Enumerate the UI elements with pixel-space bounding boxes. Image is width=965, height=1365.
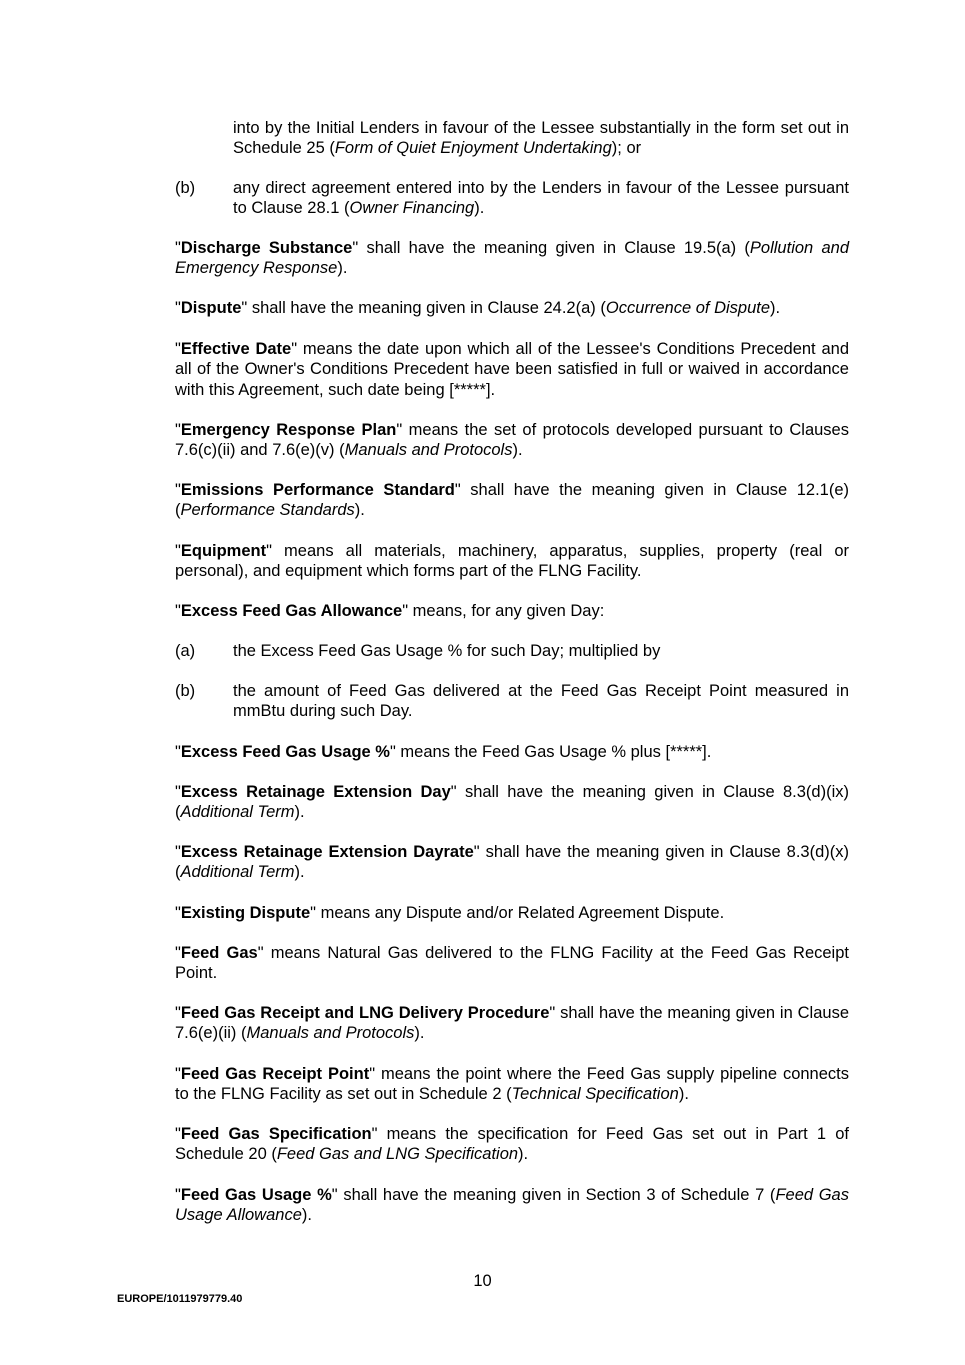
list-label: (b) bbox=[175, 682, 196, 700]
definition-feed-gas-receipt-and-lng-delivery-procedure: "Feed Gas Receipt and LNG Delivery Procedure" shall have the meaning given in Clause 7.6(e)(ii) (Manuals and Protocols). bbox=[175, 1004, 850, 1043]
definition-feed-gas-usage: "Feed Gas Usage %" shall have the meaning given in Section 3 of Schedule 7 (Feed Gas Usage Allowance). bbox=[175, 1186, 849, 1225]
definition-feed-gas-specification: "Feed Gas Specification" means the specification for Feed Gas set out in Part 1 of Schedule 20 (Feed Gas and LNG Specification). bbox=[175, 1125, 849, 1164]
continuation-paragraph: into by the Initial Lenders in favour of the Lessee substantially in the form set out in Schedule 25 (Form of Quiet Enjoyment Undertaking); or bbox=[233, 119, 849, 158]
list-label: (b) bbox=[175, 179, 196, 197]
definition-excess-retainage-extension-dayrate: "Excess Retainage Extension Dayrate" shall have the meaning given in Clause 8.3(d)(x) (Additional Term). bbox=[175, 843, 849, 882]
definition-feed-gas-receipt-point: "Feed Gas Receipt Point" means the point where the Feed Gas supply pipeline connects to the FLNG Facility as set out in Schedule 2 (Technical Specification). bbox=[175, 1065, 849, 1104]
definition-effective-date: "Effective Date" means the date upon which all of the Lessee's Conditions Precedent and all of the Owner's Conditions Precedent have been satisfied in full or waived in accordance with this Agreement, such date being [*****]. bbox=[175, 340, 849, 399]
list-item: the amount of Feed Gas delivered at the Feed Gas Receipt Point measured in mmBtu during such Day. bbox=[233, 682, 849, 721]
definition-dispute: "Dispute" shall have the meaning given in Clause 24.2(a) (Occurrence of Dispute). bbox=[175, 299, 781, 317]
definition-excess-feed-gas-usage: "Excess Feed Gas Usage %" means the Feed Gas Usage % plus [*****]. bbox=[175, 743, 712, 761]
list-label: (a) bbox=[175, 642, 196, 660]
list-item: any direct agreement entered into by the Lenders in favour of the Lessee pursuant to Clause 28.1 (Owner Financing). bbox=[233, 179, 849, 218]
list-item: the Excess Feed Gas Usage % for such Day; multiplied by bbox=[233, 642, 661, 660]
definition-existing-dispute: "Existing Dispute" means any Dispute and/or Related Agreement Dispute. bbox=[175, 904, 725, 922]
definition-feed-gas: "Feed Gas" means Natural Gas delivered to the FLNG Facility at the Feed Gas Receipt Point. bbox=[175, 944, 849, 983]
definition-emergency-response-plan: "Emergency Response Plan" means the set of protocols developed pursuant to Clauses 7.6(c)(ii) and 7.6(e)(v) (Manuals and Protocols). bbox=[175, 421, 849, 460]
definition-excess-retainage-extension-day: "Excess Retainage Extension Day" shall have the meaning given in Clause 8.3(d)(ix) (Additional Term). bbox=[175, 783, 849, 822]
definition-equipment: "Equipment" means all materials, machinery, apparatus, supplies, property (real or personal), and equipment which forms part of the FLNG Facility. bbox=[175, 542, 849, 581]
page-number: 10 bbox=[473, 1272, 492, 1290]
document-reference: EUROPE/1011979779.40 bbox=[117, 1293, 243, 1305]
definition-discharge-substance: "Discharge Substance" shall have the meaning given in Clause 19.5(a) (Pollution and Emergency Response). bbox=[175, 239, 850, 278]
definition-emissions-performance-standard: "Emissions Performance Standard" shall have the meaning given in Clause 12.1(e) (Performance Standards). bbox=[175, 481, 850, 520]
definition-excess-feed-gas-allowance: "Excess Feed Gas Allowance" means, for any given Day: bbox=[175, 602, 605, 620]
